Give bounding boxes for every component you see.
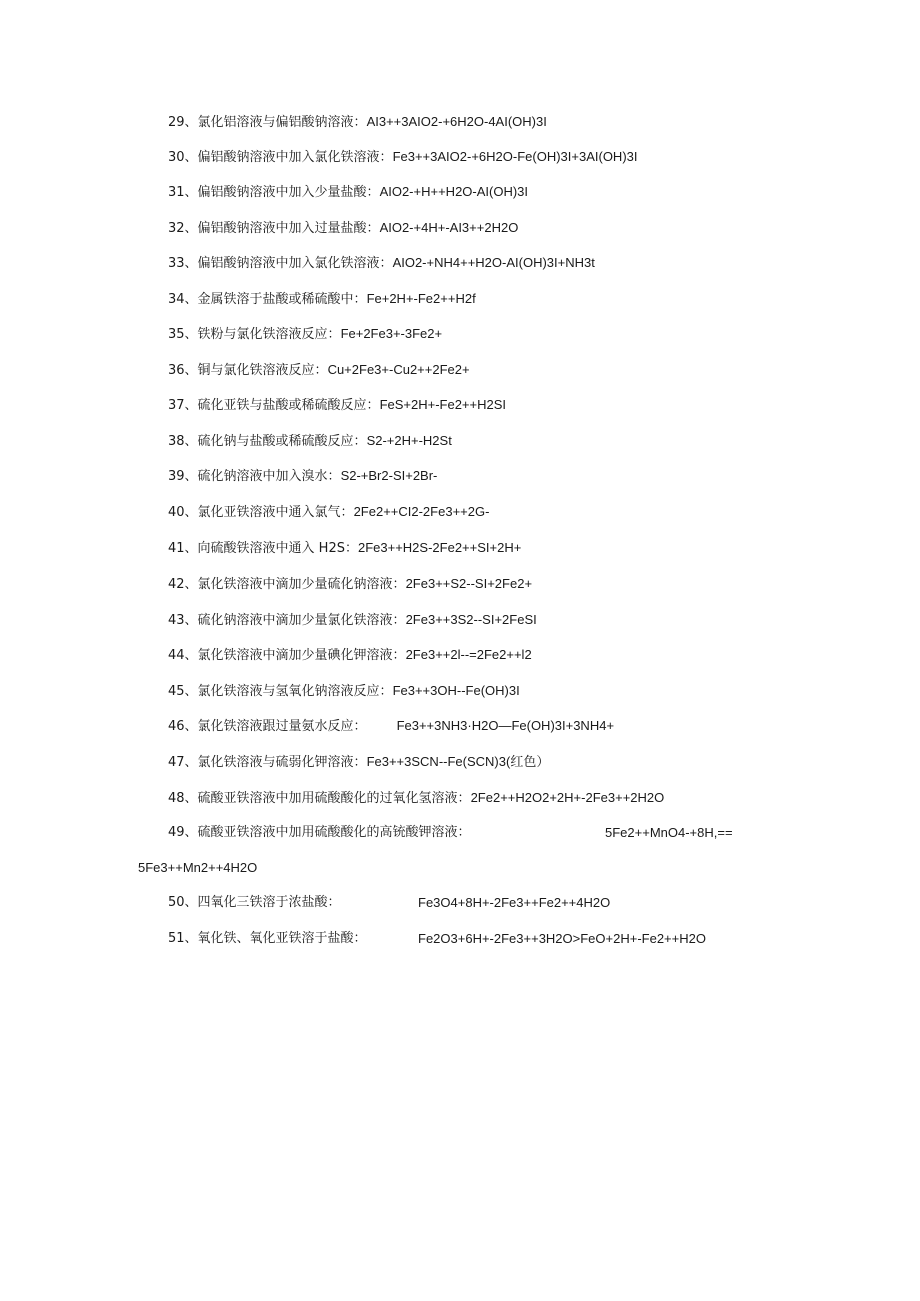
equation-line-34 (168, 290, 476, 308)
ionic-equation: Fe3++3NH3·H2O—Fe(OH)3I+3NH4+ (396, 718, 615, 733)
item-number: 35、 (168, 327, 198, 342)
equation-line-47 (168, 753, 549, 771)
reaction-description: 氯化铁溶液中滴加少量碘化钾溶液： (197, 648, 406, 663)
ionic-equation: 5Fe2++MnO4-+8H,== (605, 825, 733, 840)
item-number: 51、 (168, 931, 198, 946)
equation-line-37 (168, 396, 506, 414)
equation-line-43 (168, 611, 537, 629)
reaction-description: 氯化铁溶液中滴加少量硫化钠溶液： (197, 577, 406, 592)
equation-line-33 (168, 254, 595, 272)
ionic-equation: S2-+2H+-H2St (366, 433, 452, 448)
item-number: 47、 (168, 755, 198, 770)
reaction-description: 氯化铁溶液与氢氧化钠溶液反应： (197, 684, 393, 699)
reaction-description: 硫化亚铁与盐酸或稀硫酸反应： (197, 398, 380, 413)
reaction-description: 氯化铁溶液与硫弱化钾溶液： (197, 755, 367, 770)
ionic-equation: AI3++3AIO2-+6H2O-4AI(OH)3I (366, 114, 547, 129)
reaction-description: 硫化钠溶液中滴加少量氯化铁溶液： (197, 613, 406, 628)
item-number: 45、 (168, 684, 198, 699)
item-number: 43、 (168, 613, 198, 628)
equation-line-45 (168, 682, 520, 700)
item-number: 50、 (168, 895, 198, 910)
equation-line-51 (168, 930, 367, 948)
item-number: 48、 (168, 791, 198, 806)
reaction-description: 氯化铝溶液与偏铝酸钠溶液： (197, 115, 367, 130)
item-number: 44、 (168, 648, 198, 663)
reaction-description: 金属铁溶于盐酸或稀硫酸中： (197, 292, 367, 307)
ionic-equation: Fe3O4+8H+-2Fe3++Fe2++4H2O (418, 895, 611, 910)
ionic-equation: AIO2-+H++H2O-AI(OH)3I (379, 184, 529, 199)
item-number: 31、 (168, 185, 198, 200)
item-number: 34、 (168, 292, 198, 307)
equation-line-39 (168, 467, 437, 485)
ionic-equation: Fe3++3OH--Fe(OH)3I (392, 683, 520, 698)
equation-line-41 (168, 539, 521, 557)
equation-line-40 (168, 503, 489, 521)
reaction-description: 硫酸亚铁溶液中加用硫酸酸化的过氧化氢溶液： (197, 791, 471, 806)
reaction-description: 铜与氯化铁溶液反应： (197, 363, 328, 378)
reaction-description: 铁粉与氯化铁溶液反应： (197, 327, 341, 342)
reaction-description: 偏铝酸钠溶液中加入氯化铁溶液： (197, 256, 393, 271)
item-number: 49、 (168, 825, 198, 840)
ionic-equation: 2Fe2++CI2-2Fe3++2G- (353, 504, 490, 519)
equation-line-38 (168, 432, 452, 450)
ionic-equation: 2Fe3++S2--SI+2Fe2+ (405, 576, 533, 591)
item-number: 29、 (168, 115, 198, 130)
item-number: 40、 (168, 505, 198, 520)
ionic-equation-continuation: 5Fe3++Mn2++4H2O (138, 860, 258, 875)
ionic-equation: Cu+2Fe3+-Cu2++2Fe2+ (327, 362, 470, 377)
ionic-equation: AIO2-+4H+-AI3++2H2O (379, 220, 519, 235)
equation-line-49 (168, 824, 471, 842)
equation-line-36 (168, 361, 470, 379)
reaction-description: 偏铝酸钠溶液中加入少量盐酸： (197, 185, 380, 200)
equation-line-32 (168, 219, 518, 237)
equation-line-35 (168, 325, 442, 343)
item-number: 30、 (168, 150, 198, 165)
reaction-description: 氯化亚铁溶液中通入氯气： (197, 505, 354, 520)
item-number: 46、 (168, 719, 198, 734)
reaction-description: 四氧化三铁溶于浓盐酸： (197, 895, 341, 910)
equation-line-29 (168, 113, 547, 131)
ionic-equation: Fe3++3SCN--Fe(SCN)3(红色） (366, 754, 550, 769)
ionic-equation: Fe+2H+-Fe2++H2f (366, 291, 476, 306)
ionic-equation: Fe+2Fe3+-3Fe2+ (340, 326, 443, 341)
equation-line-30 (168, 148, 638, 166)
item-number: 39、 (168, 469, 198, 484)
equation-line-46 (168, 717, 614, 735)
ionic-equation: FeS+2H+-Fe2++H2SI (379, 397, 507, 412)
reaction-description: 氧化铁、氧化亚铁溶于盐酸： (197, 931, 367, 946)
ionic-equation: AIO2-+NH4++H2O-AI(OH)3I+NH3t (392, 255, 595, 270)
reaction-description: 向硫酸铁溶液中通入 H2S： (197, 541, 358, 556)
ionic-equation: 2Fe2++H2O2+2H+-2Fe3++2H2O (470, 790, 665, 805)
ionic-equation: Fe2O3+6H+-2Fe3++3H2O>FeO+2H+-Fe2++H2O (418, 931, 706, 946)
equation-line-50 (168, 894, 341, 912)
item-number: 37、 (168, 398, 198, 413)
reaction-description: 硫化钠与盐酸或稀硫酸反应： (197, 434, 367, 449)
item-number: 41、 (168, 541, 198, 556)
reaction-description: 硫酸亚铁溶液中加用硫酸酸化的高铳酸钾溶液： (197, 825, 471, 840)
ionic-equation: 2Fe3++H2S-2Fe2++SI+2H+ (357, 540, 522, 555)
ionic-equation: S2-+Br2-SI+2Br- (340, 468, 438, 483)
equation-line-48 (168, 789, 664, 807)
item-number: 32、 (168, 221, 198, 236)
reaction-description: 偏铝酸钠溶液中加入过量盐酸： (197, 221, 380, 236)
equation-line-44 (168, 646, 532, 664)
item-number: 42、 (168, 577, 198, 592)
item-number: 36、 (168, 363, 198, 378)
reaction-description: 偏铝酸钠溶液中加入氯化铁溶液： (197, 150, 393, 165)
ionic-equation: 2Fe3++3S2--SI+2FeSI (405, 612, 537, 627)
item-number: 38、 (168, 434, 198, 449)
equation-line-42 (168, 575, 532, 593)
ionic-equation: Fe3++3AIO2-+6H2O-Fe(OH)3I+3AI(OH)3I (392, 149, 638, 164)
reaction-description: 氯化铁溶液跟过量氨水反应： (197, 719, 367, 734)
ionic-equation: 2Fe3++2l--=2Fe2++l2 (405, 647, 532, 662)
reaction-description: 硫化钠溶液中加入溴水： (197, 469, 341, 484)
equation-line-31 (168, 183, 528, 201)
item-number: 33、 (168, 256, 198, 271)
